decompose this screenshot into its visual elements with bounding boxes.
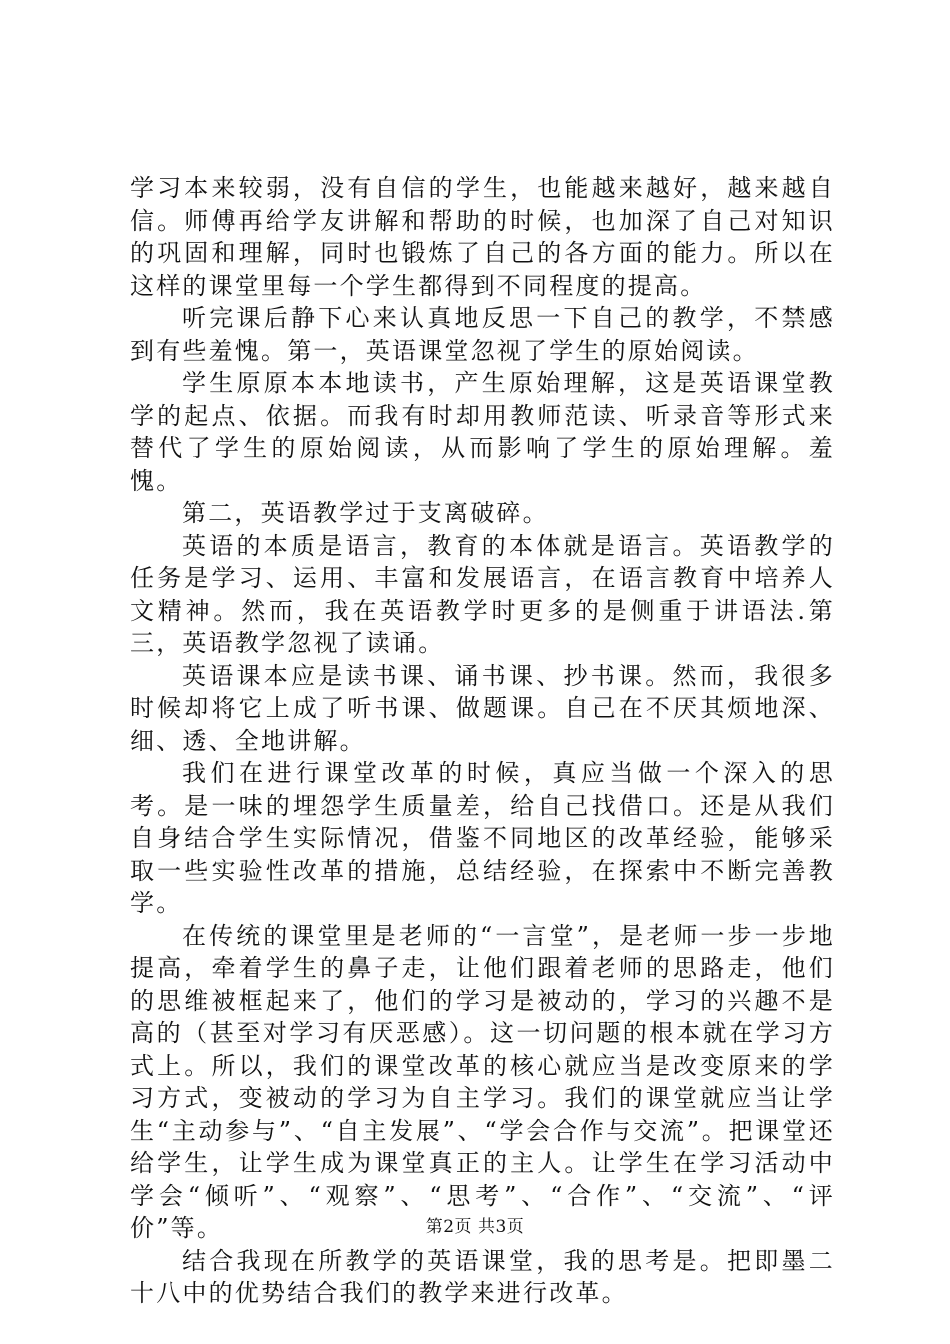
paragraph-3: 学生原原本本地读书，产生原始理解，这是英语课堂教学的起点、依据。而我有时却用教师范读、听录音等形式来替代了学生的原始阅读，从而影响了学生的原始理解。羞愧。	[130, 369, 835, 495]
paragraph-4: 第二，英语教学过于支离破碎。	[182, 499, 549, 527]
paragraph-1: 学习本来较弱，没有自信的学生，也能越来越好，越来越自信。师傅再给学友讲解和帮助的时候，也加深了自己对知识的巩固和理解，同时也锻炼了自己的各方面的能力。所以在这样的课堂里每一个学生都得到不同程度的提高。	[130, 174, 835, 300]
page-footer: 第2页 共3页	[425, 1217, 525, 1237]
paragraph-7: 我们在进行课堂改革的时候，真应当做一个深入的思考。是一味的埋怨学生质量差，给自己找借口。还是从我们自身结合学生实际情况，借鉴不同地区的改革经验，能够采取一些实验性改革的措施，总结经验，在探索中不断完善教学。	[130, 759, 835, 917]
paragraph-8: 在传统的课堂里是老师的“一言堂”，是老师一步一步地提高，牵着学生的鼻子走，让他们跟着老师的思路走，他们的思维被框起来了，他们的学习是被动的，学习的兴趣不是高的（甚至对学习有厌恶感）。这一切问题的根本就在学习方式上。所以，我们的课堂改革的核心就应当是改变原来的学习方式，变被动的学习为自主学习。我们的课堂就应当让学生“主动参与”、“自主发展”、“学会合作与交流”。把课堂还给学生，让学生成为课堂真正的主人。让学生在学习活动中学会“倾听”、“观察”、“思考”、“合作”、“交流”、“评价”等。	[130, 921, 835, 1242]
document-body	[130, 172, 835, 1310]
paragraph-9: 结合我现在所教学的英语课堂，我的思考是。把即墨二十八中的优势结合我们的教学来进行改革。	[130, 1246, 835, 1307]
paragraph-6: 英语课本应是读书课、诵书课、抄书课。然而，我很多时候却将它上成了听书课、做题课。自己在不厌其烦地深、细、透、全地讲解。	[130, 661, 835, 755]
paragraph-5: 英语的本质是语言，教育的本体就是语言。英语教学的任务是学习、运用、丰富和发展语言，在语言教育中培养人文精神。然而，我在英语教学时更多的是侧重于讲语法.第三，英语教学忽视了读诵。	[130, 531, 835, 657]
paragraph-2: 听完课后静下心来认真地反思一下自己的教学，不禁感到有些羞愧。第一，英语课堂忽视了学生的原始阅读。	[130, 304, 835, 365]
